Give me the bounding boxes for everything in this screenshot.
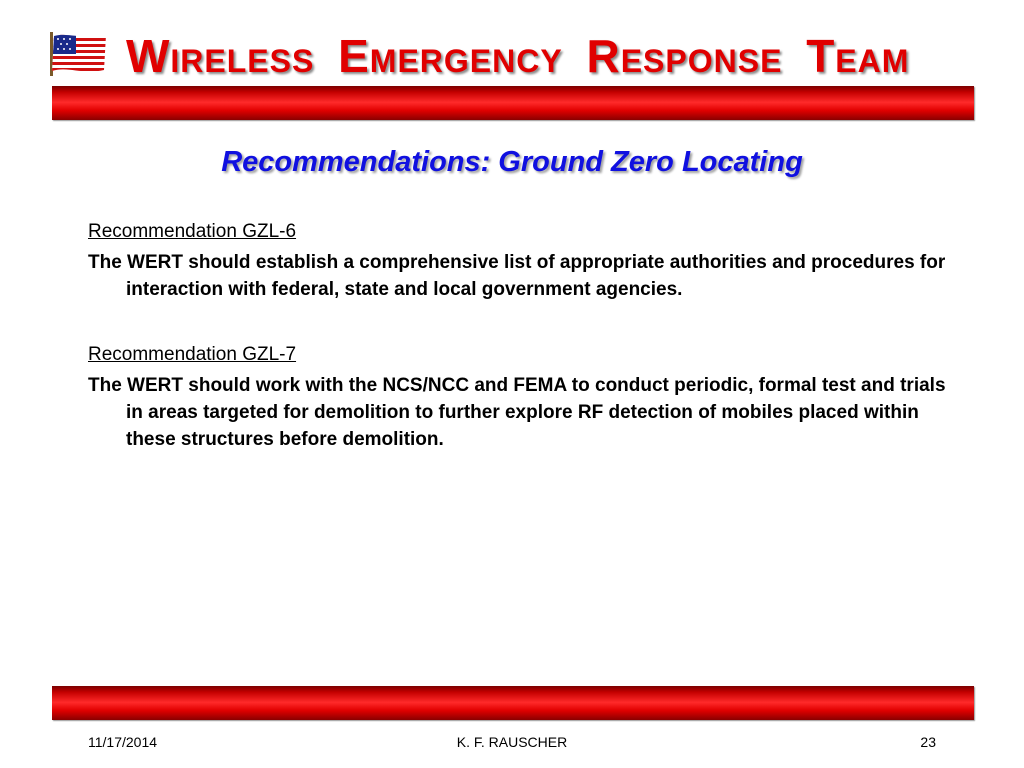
us-flag-icon [48, 30, 110, 78]
recommendation-text: The WERT should work with the NCS/NCC and FEMA to conduct periodic, formal test and trials in areas targeted for demolition to further explore RF detection of mobiles placed within these structures before demolition. [88, 375, 946, 450]
subtitle-strong: Recommendations: [221, 146, 491, 178]
recommendation-gzl-7 [88, 341, 958, 453]
slide-title: Wireless Emergency Response Team [126, 30, 910, 82]
header-red-bar [52, 86, 974, 120]
slide-body [88, 218, 958, 453]
footer-page-number: 23 [920, 734, 936, 750]
footer-red-bar [52, 686, 974, 720]
footer-date: 11/17/2014 [88, 734, 158, 750]
recommendation-heading: Recommendation GZL-6 [88, 221, 297, 242]
slide-subtitle [0, 142, 1024, 182]
recommendation-text: The WERT should establish a comprehensive list of appropriate authorities and procedures for interaction with federal, state and local government agencies. [88, 252, 946, 300]
recommendation-gzl-6 [88, 218, 958, 303]
subtitle-light: Ground Zero Locating [498, 146, 803, 178]
recommendation-heading: Recommendation GZL-7 [88, 344, 297, 365]
footer-author: K. F. RAUSCHER [456, 734, 568, 750]
